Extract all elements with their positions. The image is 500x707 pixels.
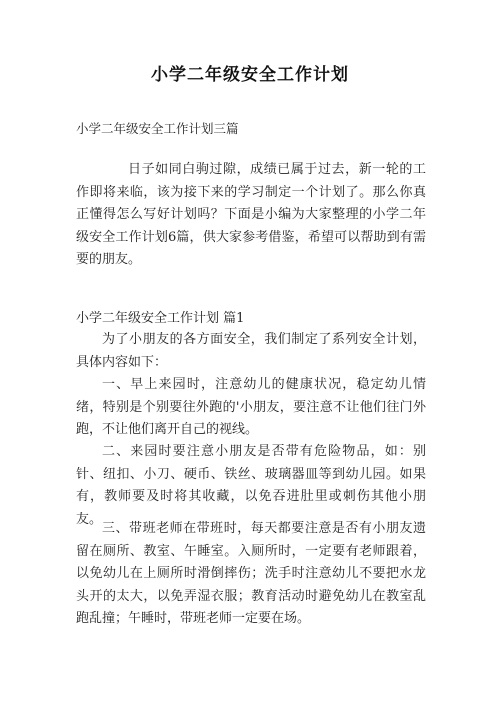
paragraph-purpose: 为了小朋友的各方面安全，我们制定了系列安全计划，具体内容如下： (76, 332, 426, 370)
section-heading: 小学二年级安全工作计划 篇1 (76, 311, 245, 326)
intro-paragraph: 日子如同白驹过隙，成绩已属于过去，新一轮的工作即将来临，该为接下来的学习制定一个计划了。那么你真正懂得怎么写好计划吗？下面是小编为大家整理的小学二年级安全工作计划6篇，供大家参考借鉴，希望可以帮助到有需要的朋友。 (76, 162, 426, 267)
paragraph-supervision: 三、带班老师在带班时，每天都要注意是否有小朋友遗留在厕所、教室、午睡室。入厕所时，一定要有老师跟着，以免幼儿在上厕所时滑倒摔伤；洗手时注意幼儿不要把水龙头开的太大，以免弄湿衣服；教育活动时避免幼儿在教室乱跑乱撞；午睡时，带班老师一定要在场。 (76, 521, 426, 626)
paragraph-arrival-health: 一、早上来园时，注意幼儿的健康状况，稳定幼儿情绪，特别是个别要往外跑的'小朋友，要注意不让他们往门外跑，不让他们离开自己的视线。 (76, 377, 426, 437)
document-title: 小学二年级安全工作计划 (151, 65, 349, 85)
paragraph-dangerous-items: 二、来园时要注意小朋友是否带有危险物品，如：别针、纽扣、小刀、硬币、铁丝、玻璃器皿等到幼儿园。如果有，教师要及时将其收藏，以免吞进肚里或刺伤其他小朋友。 (76, 444, 426, 527)
document-subtitle: 小学二年级安全工作计划三篇 (76, 121, 239, 136)
